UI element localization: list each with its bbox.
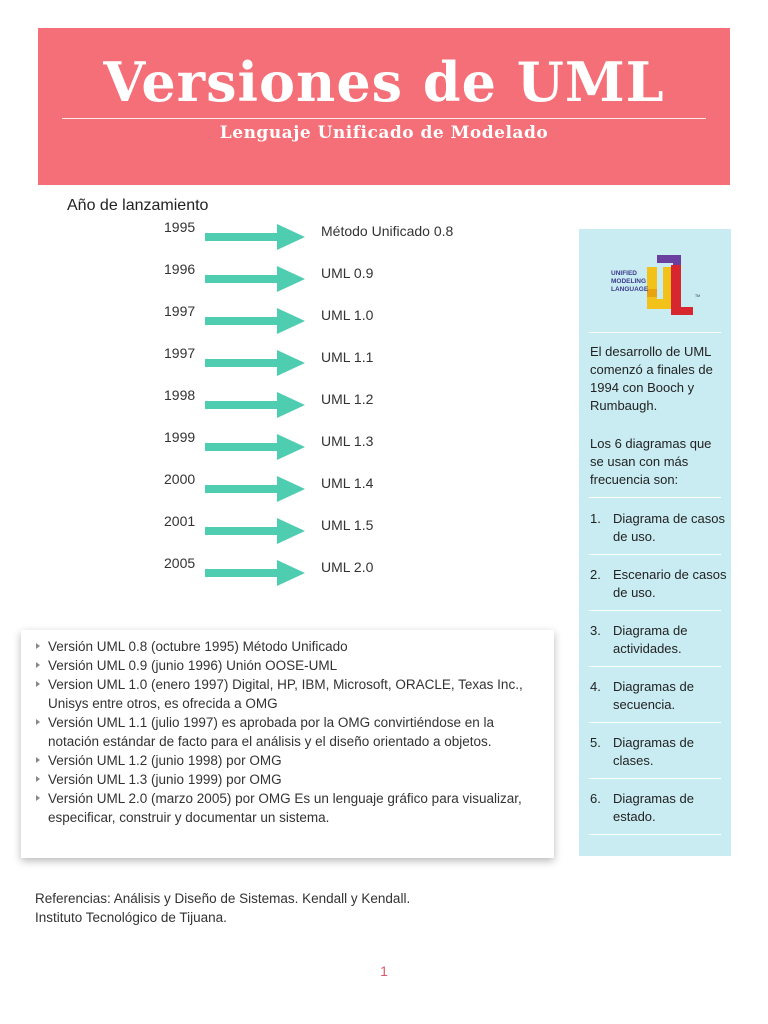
page-title: Versiones de UML bbox=[103, 50, 665, 114]
arrow-right-icon bbox=[205, 517, 307, 545]
sidebar-divider bbox=[589, 666, 721, 667]
list-item: Versión UML 1.2 (junio 1998) por OMG bbox=[35, 751, 544, 770]
list-item-number: 4. bbox=[590, 679, 601, 694]
sidebar-divider bbox=[589, 610, 721, 611]
arrow-right-icon bbox=[205, 349, 307, 377]
list-item-number: 6. bbox=[590, 791, 601, 806]
arrow-right-icon bbox=[205, 265, 307, 293]
list-item-label: Diagrama de actividades. bbox=[613, 623, 688, 656]
timeline-row bbox=[0, 555, 560, 585]
timeline-heading: Año de lanzamiento bbox=[67, 197, 209, 214]
logo-line2: MODELING bbox=[611, 278, 647, 285]
timeline-version: UML 1.5 bbox=[321, 517, 374, 533]
sidebar-divider bbox=[589, 497, 721, 498]
sidebar-divider bbox=[589, 778, 721, 779]
list-item: Versión UML 0.9 (junio 1996) Unión OOSE-UML bbox=[35, 656, 544, 675]
sidebar-list-intro: Los 6 diagramas que se usan con más frecuencia son: bbox=[590, 436, 712, 487]
sidebar-divider bbox=[589, 554, 721, 555]
logo-trademark: TM bbox=[695, 294, 701, 298]
timeline-row bbox=[0, 219, 560, 249]
list-item: Version UML 1.0 (enero 1997) Digital, HP, IBM, Microsoft, ORACLE, Texas Inc., Unisys entre otros, es ofrecida a OMG bbox=[35, 675, 544, 713]
timeline-year: 2005 bbox=[164, 555, 196, 571]
timeline-row bbox=[0, 303, 560, 333]
page-number: 1 bbox=[380, 963, 388, 979]
timeline-version: UML 1.4 bbox=[321, 475, 374, 491]
timeline-year: 1995 bbox=[164, 219, 196, 235]
timeline-version: UML 1.0 bbox=[321, 307, 374, 323]
timeline-year: 1996 bbox=[164, 261, 196, 277]
list-item-number: 2. bbox=[590, 567, 601, 582]
arrow-right-icon bbox=[205, 391, 307, 419]
timeline-row bbox=[0, 513, 560, 543]
list-item-number: 3. bbox=[590, 623, 601, 638]
sidebar-divider bbox=[589, 722, 721, 723]
timeline-year: 2000 bbox=[164, 471, 196, 487]
timeline-version: UML 2.0 bbox=[321, 559, 374, 575]
timeline-version: UML 1.1 bbox=[321, 349, 374, 365]
sidebar-intro: El desarrollo de UML comenzó a finales de 1994 con Booch y Rumbaugh. bbox=[590, 344, 713, 413]
references-line2: Instituto Tecnológico de Tijuana. bbox=[35, 910, 227, 925]
list-item-label: Diagramas de estado. bbox=[613, 791, 694, 824]
timeline-row bbox=[0, 261, 560, 291]
list-item-label: Diagramas de secuencia. bbox=[613, 679, 694, 712]
timeline-version: Método Unificado 0.8 bbox=[321, 223, 454, 239]
list-item-label: Diagramas de clases. bbox=[613, 735, 694, 768]
timeline-version: UML 1.3 bbox=[321, 433, 374, 449]
timeline-version: UML 0.9 bbox=[321, 265, 374, 281]
version-notes-list bbox=[21, 630, 554, 827]
list-item-number: 1. bbox=[590, 511, 601, 526]
arrow-right-icon bbox=[205, 433, 307, 461]
list-item-number: 5. bbox=[590, 735, 601, 750]
logo-line1: UNIFIED bbox=[611, 270, 637, 277]
timeline-row bbox=[0, 429, 560, 459]
arrow-right-icon bbox=[205, 559, 307, 587]
list-item: Versión UML 0.8 (octubre 1995) Método Unificado bbox=[35, 637, 544, 656]
list-item: Versión UML 1.1 (julio 1997) es aprobada por la OMG convirtiéndose en la notación estándar de facto para el análisis y el diseño orientado a objetos. bbox=[35, 713, 544, 751]
references bbox=[35, 889, 555, 927]
arrow-right-icon bbox=[205, 223, 307, 251]
logo-line3: LANGUAGE bbox=[611, 286, 649, 293]
timeline-row bbox=[0, 471, 560, 501]
timeline-row bbox=[0, 345, 560, 375]
list-item: Versión UML 2.0 (marzo 2005) por OMG Es un lenguaje gráfico para visualizar, especificar, construir y documentar un sistema. bbox=[35, 789, 544, 827]
arrow-right-icon bbox=[205, 475, 307, 503]
list-item-label: Escenario de casos de uso. bbox=[613, 567, 727, 600]
version-notes-box bbox=[21, 630, 554, 858]
list-item: Versión UML 1.3 (junio 1999) por OMG bbox=[35, 770, 544, 789]
arrow-right-icon bbox=[205, 307, 307, 335]
timeline-year: 1997 bbox=[164, 303, 196, 319]
sidebar-panel bbox=[579, 229, 731, 856]
page-subtitle: Lenguaje Unificado de Modelado bbox=[219, 123, 549, 143]
timeline-row bbox=[0, 387, 560, 417]
uml-logo-icon bbox=[611, 249, 703, 321]
header-divider bbox=[62, 118, 706, 119]
sidebar-divider bbox=[589, 834, 721, 835]
timeline-year: 1998 bbox=[164, 387, 196, 403]
sidebar-divider bbox=[589, 332, 721, 333]
references-line1: Referencias: Análisis y Diseño de Sistemas. Kendall y Kendall. bbox=[35, 891, 411, 906]
list-item-label: Diagrama de casos de uso. bbox=[613, 511, 725, 544]
timeline-version: UML 1.2 bbox=[321, 391, 374, 407]
header-banner bbox=[38, 28, 730, 185]
timeline-year: 1997 bbox=[164, 345, 196, 361]
timeline-year: 2001 bbox=[164, 513, 196, 529]
timeline-year: 1999 bbox=[164, 429, 196, 445]
